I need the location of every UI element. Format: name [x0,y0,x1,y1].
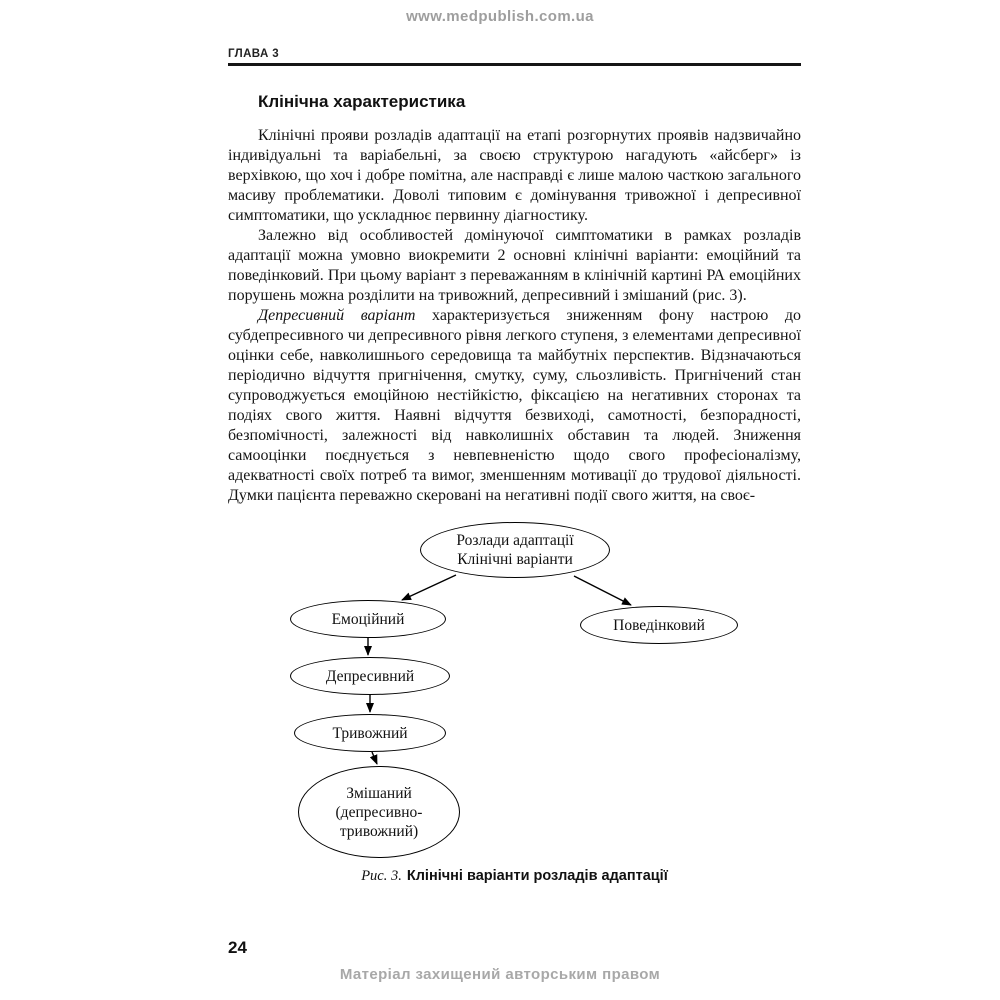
figure-caption-text: Клінічні варіанти розладів адаптації [406,868,668,884]
paragraph: Залежно від особливостей домінуючої симптоматики в рамках розладів адаптації можна умовно виокремити 2 основні клінічні варіанти: емоційний та поведінковий. При цьому варіант з переважанням в клінічній картині РА емоційних порушень можна розділити на тривожний, депресивний і змішаний (рис. 3). [228,227,801,304]
watermark-top: www.medpublish.com.ua [406,8,594,25]
figure-diagram [228,520,801,860]
page-number: 24 [228,938,247,957]
node-root-line2: Клінічні варіанти [457,551,573,568]
node-mixed-line2: (депресивно- [335,803,423,821]
paragraph: Клінічні прояви розладів адаптації на етапі розгорнутих проявів надзвичайно індивідуальні та варіабельні, за своєю структурою нагадують «айсберг» із верхівкою, що хоч і добре помітна, але насправді є лише малою часткою загального масиву проблематики. Доволі типовим є домінування тривожної і депресивної симптоматики, що ускладнює первинну діагностику. [228,127,801,224]
watermark-bottom: Матеріал захищений авторським правом [339,966,661,983]
node-emotional-label: Емоційний [331,610,405,628]
diagram-node-root [420,522,610,578]
section-title: Клінічна характеристика [258,92,466,111]
diagram-node-depressive [290,657,450,695]
node-mixed-line1: Змішаний [346,784,412,802]
node-root-line1: Розлади адаптації [456,532,574,549]
diagram-node-anxious [294,714,446,752]
paragraph-lead-italic: Депресивний варіант [258,307,416,324]
diagram-node-mixed [298,766,460,858]
figure-caption-label: Рис. 3. [361,868,402,884]
figure-caption [228,868,801,885]
node-behavioral-label: Поведінковий [613,616,705,634]
node-anxious-label: Тривожний [332,724,408,742]
page-content [228,48,801,885]
node-mixed-line3: тривожний) [339,822,419,840]
paragraph [228,306,801,506]
diagram-node-behavioral [580,606,738,644]
node-depressive-label: Депресивний [325,667,415,685]
arrow-root-to-behavioral [574,576,631,605]
arrow-anxious-to-mixed [372,752,377,764]
chapter-rule [228,63,801,66]
paragraph-rest: характеризується зниженням фону настрою до субдепресивного чи депресивного рівня легкого ступеня, з елементами депресивної оцінки себе, навколишнього середовища та майбутніх перспектив. Відзначаються періодично відчуття пригнічення, смутку, суму, сльозливість. Пригнічений стан супроводжується емоційною нестійкістю, фіксацією на негативних сторонах та подіях свого життя. Наявні відчуття безвиході, самотності, безпорадності, безпомічності, залежності від навколишніх обставин та людей. Зниження самооцінки поєднується з невпевненістю щодо свого професіоналізму, адекватності своїх потреб та вимог, зменшенням мотивації до трудової діяльності. Думки пацієнта переважно скеровані на негативні події свого життя, на своє- [228,307,801,504]
arrow-root-to-emotional [402,575,456,600]
chapter-label: ГЛАВА 3 [228,48,280,60]
diagram-node-emotional [290,600,446,638]
